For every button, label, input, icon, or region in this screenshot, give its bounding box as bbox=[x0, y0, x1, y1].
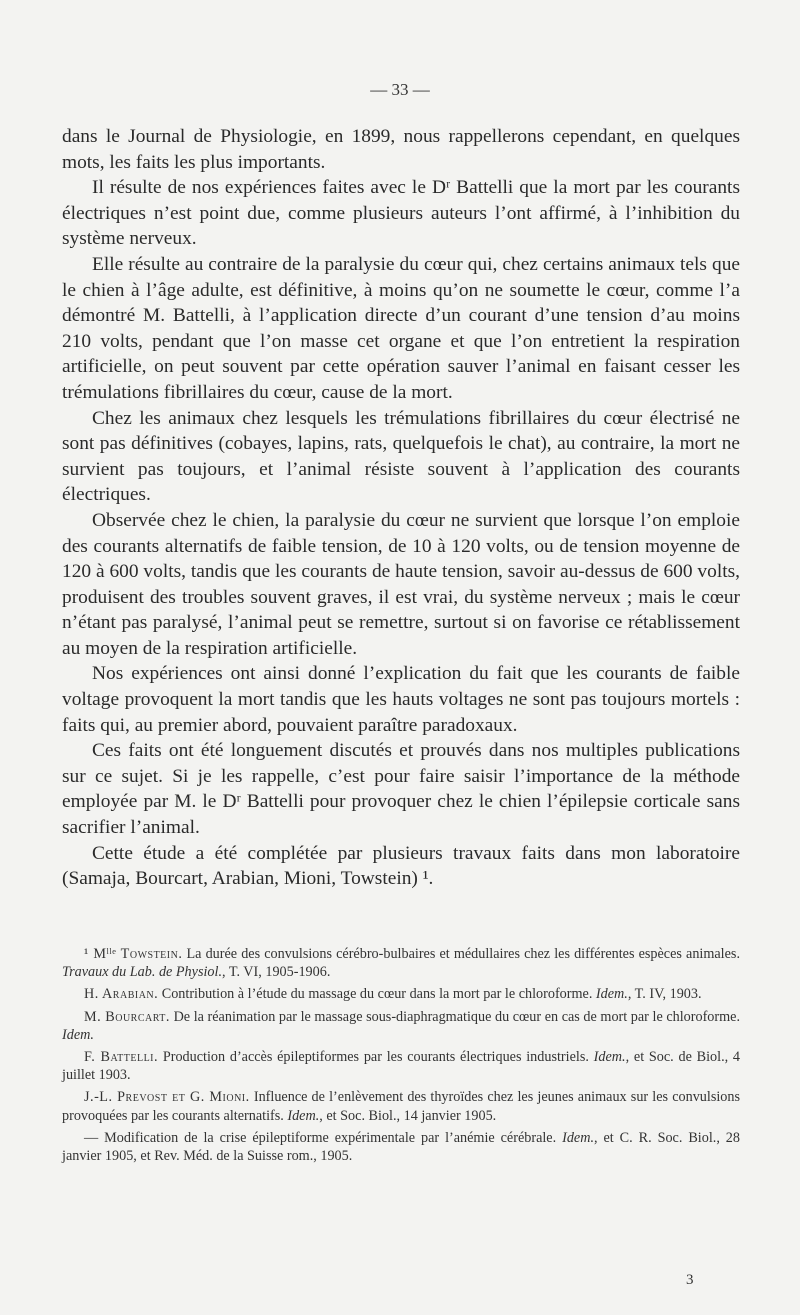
paragraph: Il résulte de nos expériences faites avec le Dʳ Battelli que la mort par les courants électriques n’est point due, comme plusieurs auteurs l’ont affirmé, à l’inhibition du système nerveux. bbox=[62, 177, 740, 250]
footnote-source: Idem. bbox=[62, 1026, 94, 1043]
footnote-author: M. Bourcart. bbox=[84, 1008, 170, 1025]
footnote bbox=[62, 1048, 740, 1084]
footnote-source: Idem. bbox=[593, 1049, 626, 1066]
footnote-author: H. Arabian. bbox=[84, 986, 159, 1003]
signature-mark: 3 bbox=[686, 1272, 694, 1288]
footnote-rest: , et Soc. de Biol., 4 juillet 1903. bbox=[62, 1049, 741, 1084]
footnote-source: Travaux du Lab. de Physiol. bbox=[62, 964, 222, 981]
footnote-rest: , et C. R. Soc. Biol., 28 janvier 1905, et Rev. Méd. de la Suisse rom., 1905. bbox=[62, 1129, 740, 1165]
footnote bbox=[62, 985, 740, 1003]
footnote-rest: , T. IV, 1903. bbox=[627, 986, 702, 1003]
footnote-title: De la réanimation par le massage sous-diaphragmatique du cœur en cas de mort par le chloroforme. bbox=[173, 1008, 741, 1025]
footnote-author: J.-L. Prevost et G. Mioni. bbox=[84, 1089, 250, 1106]
footnote bbox=[62, 1129, 740, 1165]
footnote-title: Influence de l’enlèvement des thyroïdes chez les jeunes animaux sur les convulsions provoquées par les courants alternatifs. bbox=[62, 1089, 740, 1124]
footnote-source: Idem. bbox=[595, 986, 628, 1003]
footnote-source: Idem. bbox=[562, 1129, 595, 1146]
footnote-title: Modification de la crise épileptiforme expérimentale par l’anémie cérébrale. bbox=[104, 1129, 557, 1146]
footnote bbox=[62, 1088, 740, 1124]
footnote bbox=[62, 1008, 740, 1044]
footnotes bbox=[62, 945, 740, 1169]
footnote-source: Idem. bbox=[287, 1107, 320, 1124]
footnote-title: La durée des convulsions cérébro-bulbaires et médullaires chez les différentes espèces animales. bbox=[186, 946, 740, 962]
paragraph: Observée chez le chien, la paralysie du cœur ne survient que lorsque l’on emploie des courants alternatifs de faible tension, de 10 à 120 volts, ou de tension moyenne de 120 à 600 volts, tandis que les courants de haute tension, savoir au-dessus de 600 volts, produisent des troubles souvent graves, il est vrai, du système nerveux ; mais le cœur n’étant pas paralysé, l’animal peut se remettre, surtout si on favorise ce rétablissement au moyen de la respiration artificielle. bbox=[62, 509, 740, 659]
footnote-title: Contribution à l’étude du massage du cœur dans la mort par le chloroforme. bbox=[161, 986, 593, 1003]
paragraph: dans le Journal de Physiologie, en 1899, nous rappellerons cependant, en quelques mots, les faits les plus importants. bbox=[62, 126, 740, 173]
footnote bbox=[62, 945, 740, 981]
body-text bbox=[62, 124, 740, 892]
footnote-author: ¹ Mˡˡᵉ Towstein. bbox=[84, 946, 183, 962]
paragraph: Chez les animaux chez lesquels les trémulations fibrillaires du cœur électrisé ne sont pas définitives (cobayes, lapins, rats, quelquefois le chat), au contraire, la mort ne survient pas toujours, et l’animal résiste souvent à l’application des courants électriques. bbox=[62, 407, 740, 506]
paragraph: Ces faits ont été longuement discutés et prouvés dans nos multiples publications sur ce sujet. Si je les rappelle, c’est pour faire saisir l’importance de la méthode employée par M. le Dʳ Battelli pour provoquer chez le chien l’épilepsie corticale sans sacrifier l’animal. bbox=[62, 740, 740, 839]
footnote-title: Production d’accès épileptiformes par les courants électriques industriels. bbox=[162, 1049, 589, 1066]
paragraph: Elle résulte au contraire de la paralysie du cœur qui, chez certains animaux tels que le chien à l’âge adulte, est définitive, à moins qu’on ne soumette le cœur, comme l’a démontré M. Battelli, à l’application directe d’un courant d’une tension d’au moins 210 volts, pendant que l’on masse cet organe et que l’on entretient la respiration artificielle, on peut souvent par cette opération sauver l’animal en faisant cesser les trémulations fibrillaires du cœur, cause de la mort. bbox=[62, 253, 740, 403]
footnote-author: — bbox=[84, 1129, 99, 1146]
paragraph: Cette étude a été complétée par plusieurs travaux faits dans mon laboratoire (Samaja, Bourcart, Arabian, Mioni, Towstein) ¹. bbox=[62, 842, 740, 890]
paragraph: Nos expériences ont ainsi donné l’explication du fait que les courants de faible voltage provoquent la mort tandis que les hauts voltages ne sont pas toujours mortels : faits qui, au premier abord, pouvaient paraître paradoxaux. bbox=[62, 663, 740, 736]
page-number: — 33 — bbox=[370, 80, 430, 99]
footnote-rest: , et Soc. Biol., 14 janvier 1905. bbox=[319, 1107, 497, 1124]
footnote-author: F. Battelli. bbox=[84, 1049, 159, 1066]
footnote-rest: , T. VI, 1905-1906. bbox=[222, 964, 331, 981]
